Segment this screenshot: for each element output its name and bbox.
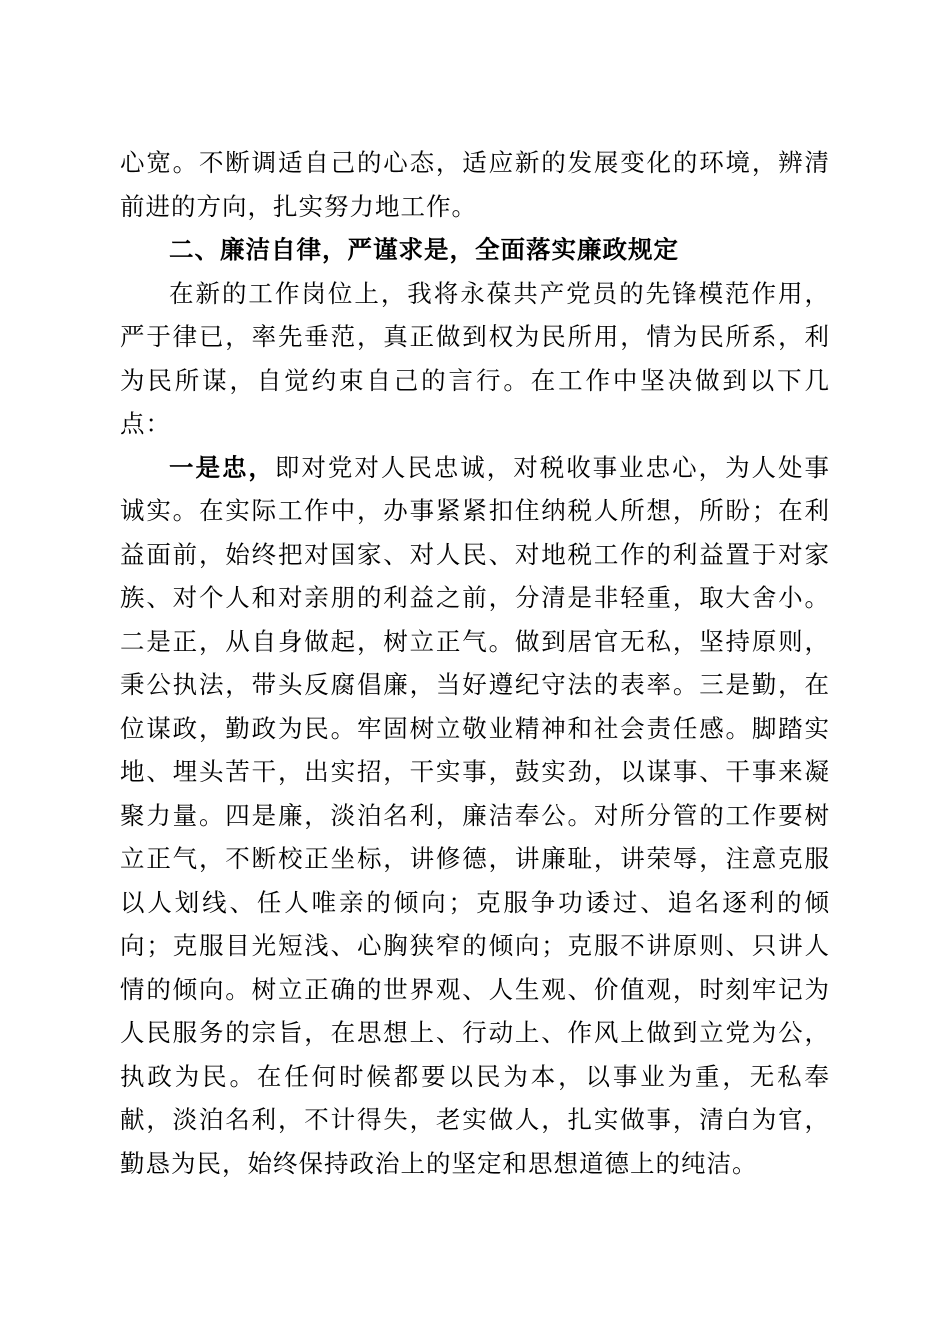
section-heading: 二、廉洁自律，严谨求是，全面落实廉政规定 [169,235,679,264]
document-body [120,141,830,1185]
points-lead: 一是忠， [169,452,275,482]
points-paragraph [120,446,830,1186]
points-text: 即对党对人民忠诚，对税收事业忠心，为人处事诚实。在实际工作中，办事紧紧扣住纳税人所想，所盼；在利益面前，始终把对国家、对人民、对地税工作的利益置于对家族、对个人和对亲朋的利益之前，分清是非轻重，取大舍小。二是正，从自身做起，树立正气。做到居官无私，坚持原则，秉公执法，带头反腐倡廉，当好遵纪守法的表率。三是勤，在位谋政，勤政为民。牢固树立敬业精神和社会责任感。脚踏实地、埋头苦干，出实招，干实事，鼓实劲，以谋事、干事来凝聚力量。四是廉，淡泊名利，廉洁奉公。对所分管的工作要树立正气，不断校正坐标，讲修德，讲廉耻，讲荣辱，注意克服以人划线、任人唯亲的倾向；克服争功诿过、追名逐利的倾向；克服目光短浅、心胸狭窄的倾向；克服不讲原则、只讲人情的倾向。树立正确的世界观、人生观、价值观，时刻牢记为人民服务的宗旨，在思想上、行动上、作风上做到立党为公，执政为民。在任何时候都要以民为本，以事业为重，无私奉献，淡泊名利，不计得失，老实做人，扎实做事，清白为官，勤恳为民，始终保持政治上的坚定和思想道德上的纯洁。 [120,452,831,1178]
continuation-paragraph: 心宽。不断调适自己的心态，适应新的发展变化的环境，辨清前进的方向，扎实努力地工作。 [120,148,830,221]
intro-paragraph: 在新的工作岗位上，我将永葆共产党员的先锋模范作用，严于律已，率先垂范，真正做到权为民所用，情为民所系，利为民所谋，自觉约束自己的言行。在工作中坚决做到以下几点： [120,278,830,438]
